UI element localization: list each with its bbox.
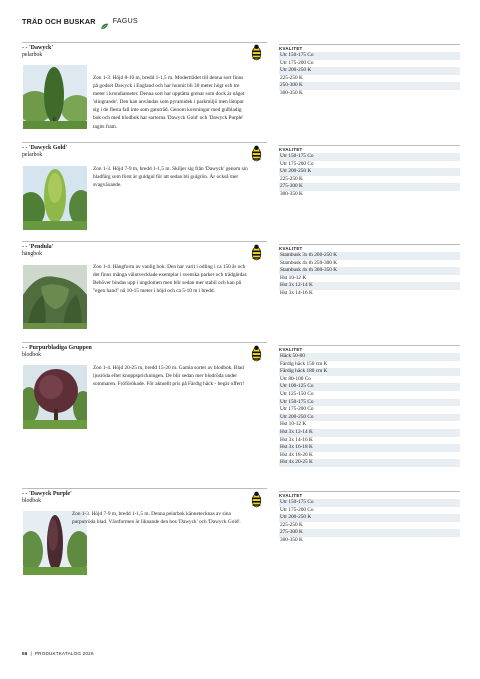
divider: [22, 342, 267, 343]
quality-row: Hst 10-12 K: [280, 274, 307, 281]
quality-row: Hst 3x 12-14 K: [279, 282, 460, 290]
tree-photo: [23, 65, 87, 129]
quality-row: Hst 3x 14-16 K: [280, 436, 313, 443]
common-name: blodbok: [22, 498, 42, 504]
description: Zon 1-3. Höjd 7-9 m, bredd 1-1,5 m. Skiljer sig från 'Dawyck' genom sin bladfärg som först är guldgul för att sedan bli gulgrön. Är också mer svagväxande.: [93, 166, 248, 189]
divider: [22, 488, 267, 489]
quality-row: Utr 175-200 Co: [280, 160, 314, 167]
quality-row: Utr 175-200 Co: [280, 59, 314, 66]
common-name: blodbok: [22, 352, 42, 358]
bee-icon: [251, 244, 262, 261]
quality-row: Färdig häck 180 cm K: [279, 368, 460, 376]
description: Zon 1-4. Höjd 20-25 m, bredd 15-20 m. Gamla sorter av blodbok. Blad ljusröda efter knoppsprickningen. De blir sedan mer blodröda under sommaren. Fröförökade. För aktuellt pris på Färdig häck - begär offert!: [93, 365, 245, 388]
tree-photo: [23, 365, 87, 429]
quality-heading: KVALITET: [279, 244, 460, 252]
page-header: [22, 15, 138, 27]
quality-row: Utr 125-150 Co: [280, 390, 314, 397]
quality-list: [279, 244, 460, 298]
quality-row: Hst 4x 18-20 K: [280, 451, 313, 458]
genus-title: FAGUS: [112, 17, 138, 25]
quality-row: Utr 200-250 K: [279, 168, 460, 176]
quality-row: Utr 150-175 Co: [279, 399, 460, 407]
quality-list: [279, 345, 460, 467]
quality-row: 250-300 K: [279, 82, 460, 90]
description: Zon 1-4. Hängform av vanlig bok. Den har varit i odling i ca 150 år och det finns många välutvecklade exemplar i svenska parker och trädgårdar. Behöver bindas upp i ungdomen men blir sedan mer stabil och kan på "egen hand" nå 10-15 meter i höjd och ca 5-10 m i bredd.: [93, 264, 248, 295]
quality-row: 225-250 K: [280, 74, 303, 81]
cultivar-name: - - 'Dawyck Purple': [22, 491, 72, 497]
quality-row: Utr 200-250 K: [279, 514, 460, 522]
catalog-name: PRODUKTKATALOG 2026: [34, 651, 94, 656]
quality-row: Utr 80-100 Co: [280, 375, 311, 382]
quality-heading: KVALITET: [279, 44, 460, 52]
quality-row: 300-350 K: [280, 536, 303, 543]
quality-row: Hst 3x 12-14 K: [279, 429, 460, 437]
section-title: TRÄD OCH BUSKAR: [22, 16, 96, 26]
quality-row: Utr 175-200 Co: [280, 506, 314, 513]
cultivar-name: - - Purpurbladiga Gruppen: [22, 345, 92, 351]
quality-row: Hst 3x 14-16 K: [280, 289, 313, 296]
bee-icon: [251, 44, 262, 61]
cultivar-name: - - 'Dawyck Gold': [22, 145, 68, 151]
quality-row: 275-300 K: [279, 183, 460, 191]
common-name: hängbok: [22, 251, 42, 257]
divider: [22, 241, 267, 242]
bee-icon: [251, 145, 262, 162]
common-name: pelarbok: [22, 152, 43, 158]
common-name: pelarbok: [22, 52, 43, 58]
quality-list: [279, 44, 460, 98]
page-number: 56: [22, 651, 28, 656]
tree-photo: [23, 166, 87, 230]
quality-row: Utr 200-250 Co: [279, 414, 460, 422]
footer-separator: |: [30, 651, 32, 656]
quality-row: Stambusk 4x th 250-300 K: [280, 259, 338, 266]
quality-row: Utr 175-200 Co: [280, 406, 314, 413]
cultivar-name: - - 'Dawyck': [22, 45, 53, 51]
quality-row: Häck 50-80: [279, 353, 460, 361]
quality-row: Hst 3x 16-18 K: [279, 444, 460, 452]
quality-row: 300-350 K: [280, 89, 303, 96]
quality-row: 225-250 K: [280, 175, 303, 182]
quality-row: 225-250 K: [280, 521, 303, 528]
quality-row: Stambusk 3x th 200-250 K: [279, 252, 460, 260]
quality-row: Färdig häck 150 cm K: [280, 360, 328, 367]
quality-list: [279, 145, 460, 199]
leaf-icon: [100, 17, 109, 25]
quality-heading: KVALITET: [279, 491, 460, 499]
quality-row: Stambusk 4x th 300-350 K: [279, 267, 460, 275]
description: Zon 1-3. Höjd 8-10 m, bredd 1-1,5 m. Moderträdet till denna sort finns på godset Dawyck i England och har hunnit bli 30 meter högt och tre meter i krondiameter. Denna sort har upptätta grenar som dock är något 'slingrande'. Den kan användas som pyramidek i parkmiljö men lämpar sig i de flesta fall inte som gatuträd. Genom korsningar med gulbladig bok och med blodbok har sorterna 'Dawyck Gold' och 'Dawyck Purple' tagits fram.: [93, 75, 245, 130]
bee-icon: [251, 491, 262, 508]
quality-heading: KVALITET: [279, 145, 460, 153]
page-footer: [22, 651, 94, 656]
description: Zon 1-3. Höjd 7-9 m, bredd 1-1,5 m. Denna pelarbok kännetecknas av sina purpurröda blad. Växtformen är liknande den hos 'Dawyck' och 'Dawyck Gold'.: [72, 511, 241, 526]
quality-row: 300-350 K: [280, 190, 303, 197]
quality-row: Hst 4x 20-25 K: [279, 459, 460, 467]
quality-row: Utr 150-175 Co: [279, 153, 460, 161]
quality-row: Utr 200-250 K: [279, 67, 460, 75]
quality-row: Hst 10-12 K: [280, 421, 307, 428]
quality-row: Utr 100-125 Co: [279, 383, 460, 391]
quality-row: 275-300 K: [279, 529, 460, 537]
quality-heading: KVALITET: [279, 345, 460, 353]
quality-list: [279, 491, 460, 545]
tree-photo: [23, 265, 87, 329]
divider: [22, 42, 267, 43]
cultivar-name: - - 'Pendula': [22, 244, 54, 250]
quality-row: Utr 150-175 Co: [279, 499, 460, 507]
divider: [22, 142, 267, 143]
bee-icon: [251, 345, 262, 362]
quality-row: Utr 150-175 Co: [279, 52, 460, 60]
